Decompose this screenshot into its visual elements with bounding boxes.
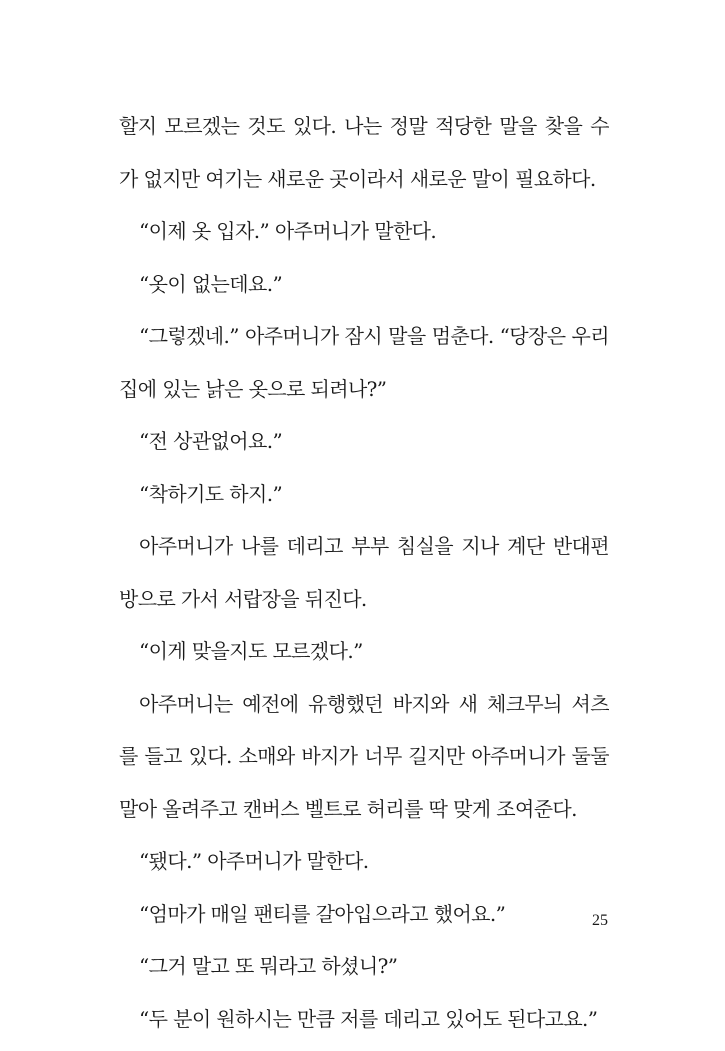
text-line: “그렇겠네.” 아주머니가 잠시 말을 멈춘다. “당장은 우리 — [119, 316, 609, 369]
text-line: 가 없지만 여기는 새로운 곳이라서 새로운 말이 필요하다. — [119, 159, 609, 212]
text-line: 아주머니가 나를 데리고 부부 침실을 지나 계단 반대편 — [119, 526, 609, 579]
text-line: “옷이 없는데요.” — [119, 264, 609, 317]
text-line: “됐다.” 아주머니가 말한다. — [119, 841, 609, 894]
text-line: “착하기도 하지.” — [119, 474, 609, 527]
text-line: 말아 올려주고 캔버스 벨트로 허리를 딱 맞게 조여준다. — [119, 789, 609, 842]
text-line: 방으로 가서 서랍장을 뒤진다. — [119, 579, 609, 632]
page-number: 25 — [560, 912, 608, 930]
text-line: “이제 옷 입자.” 아주머니가 말한다. — [119, 211, 609, 264]
text-line: “이게 맞을지도 모르겠다.” — [119, 631, 609, 684]
text-line: 집에 있는 낡은 옷으로 되려나?” — [119, 369, 609, 422]
text-line: 를 들고 있다. 소매와 바지가 너무 길지만 아주머니가 둘둘 — [119, 736, 609, 789]
body-text — [119, 106, 609, 1051]
text-line: “전 상관없어요.” — [119, 421, 609, 474]
text-line: “두 분이 원하시는 만큼 저를 데리고 있어도 된다고요.” — [119, 999, 609, 1051]
text-line: “그거 말고 또 뭐라고 하셨니?” — [119, 946, 609, 999]
text-line: 아주머니는 예전에 유행했던 바지와 새 체크무늬 셔츠 — [119, 684, 609, 737]
text-line: “엄마가 매일 팬티를 갈아입으라고 했어요.” — [119, 894, 609, 947]
text-line: 할지 모르겠는 것도 있다. 나는 정말 적당한 말을 찾을 수 — [119, 106, 609, 159]
